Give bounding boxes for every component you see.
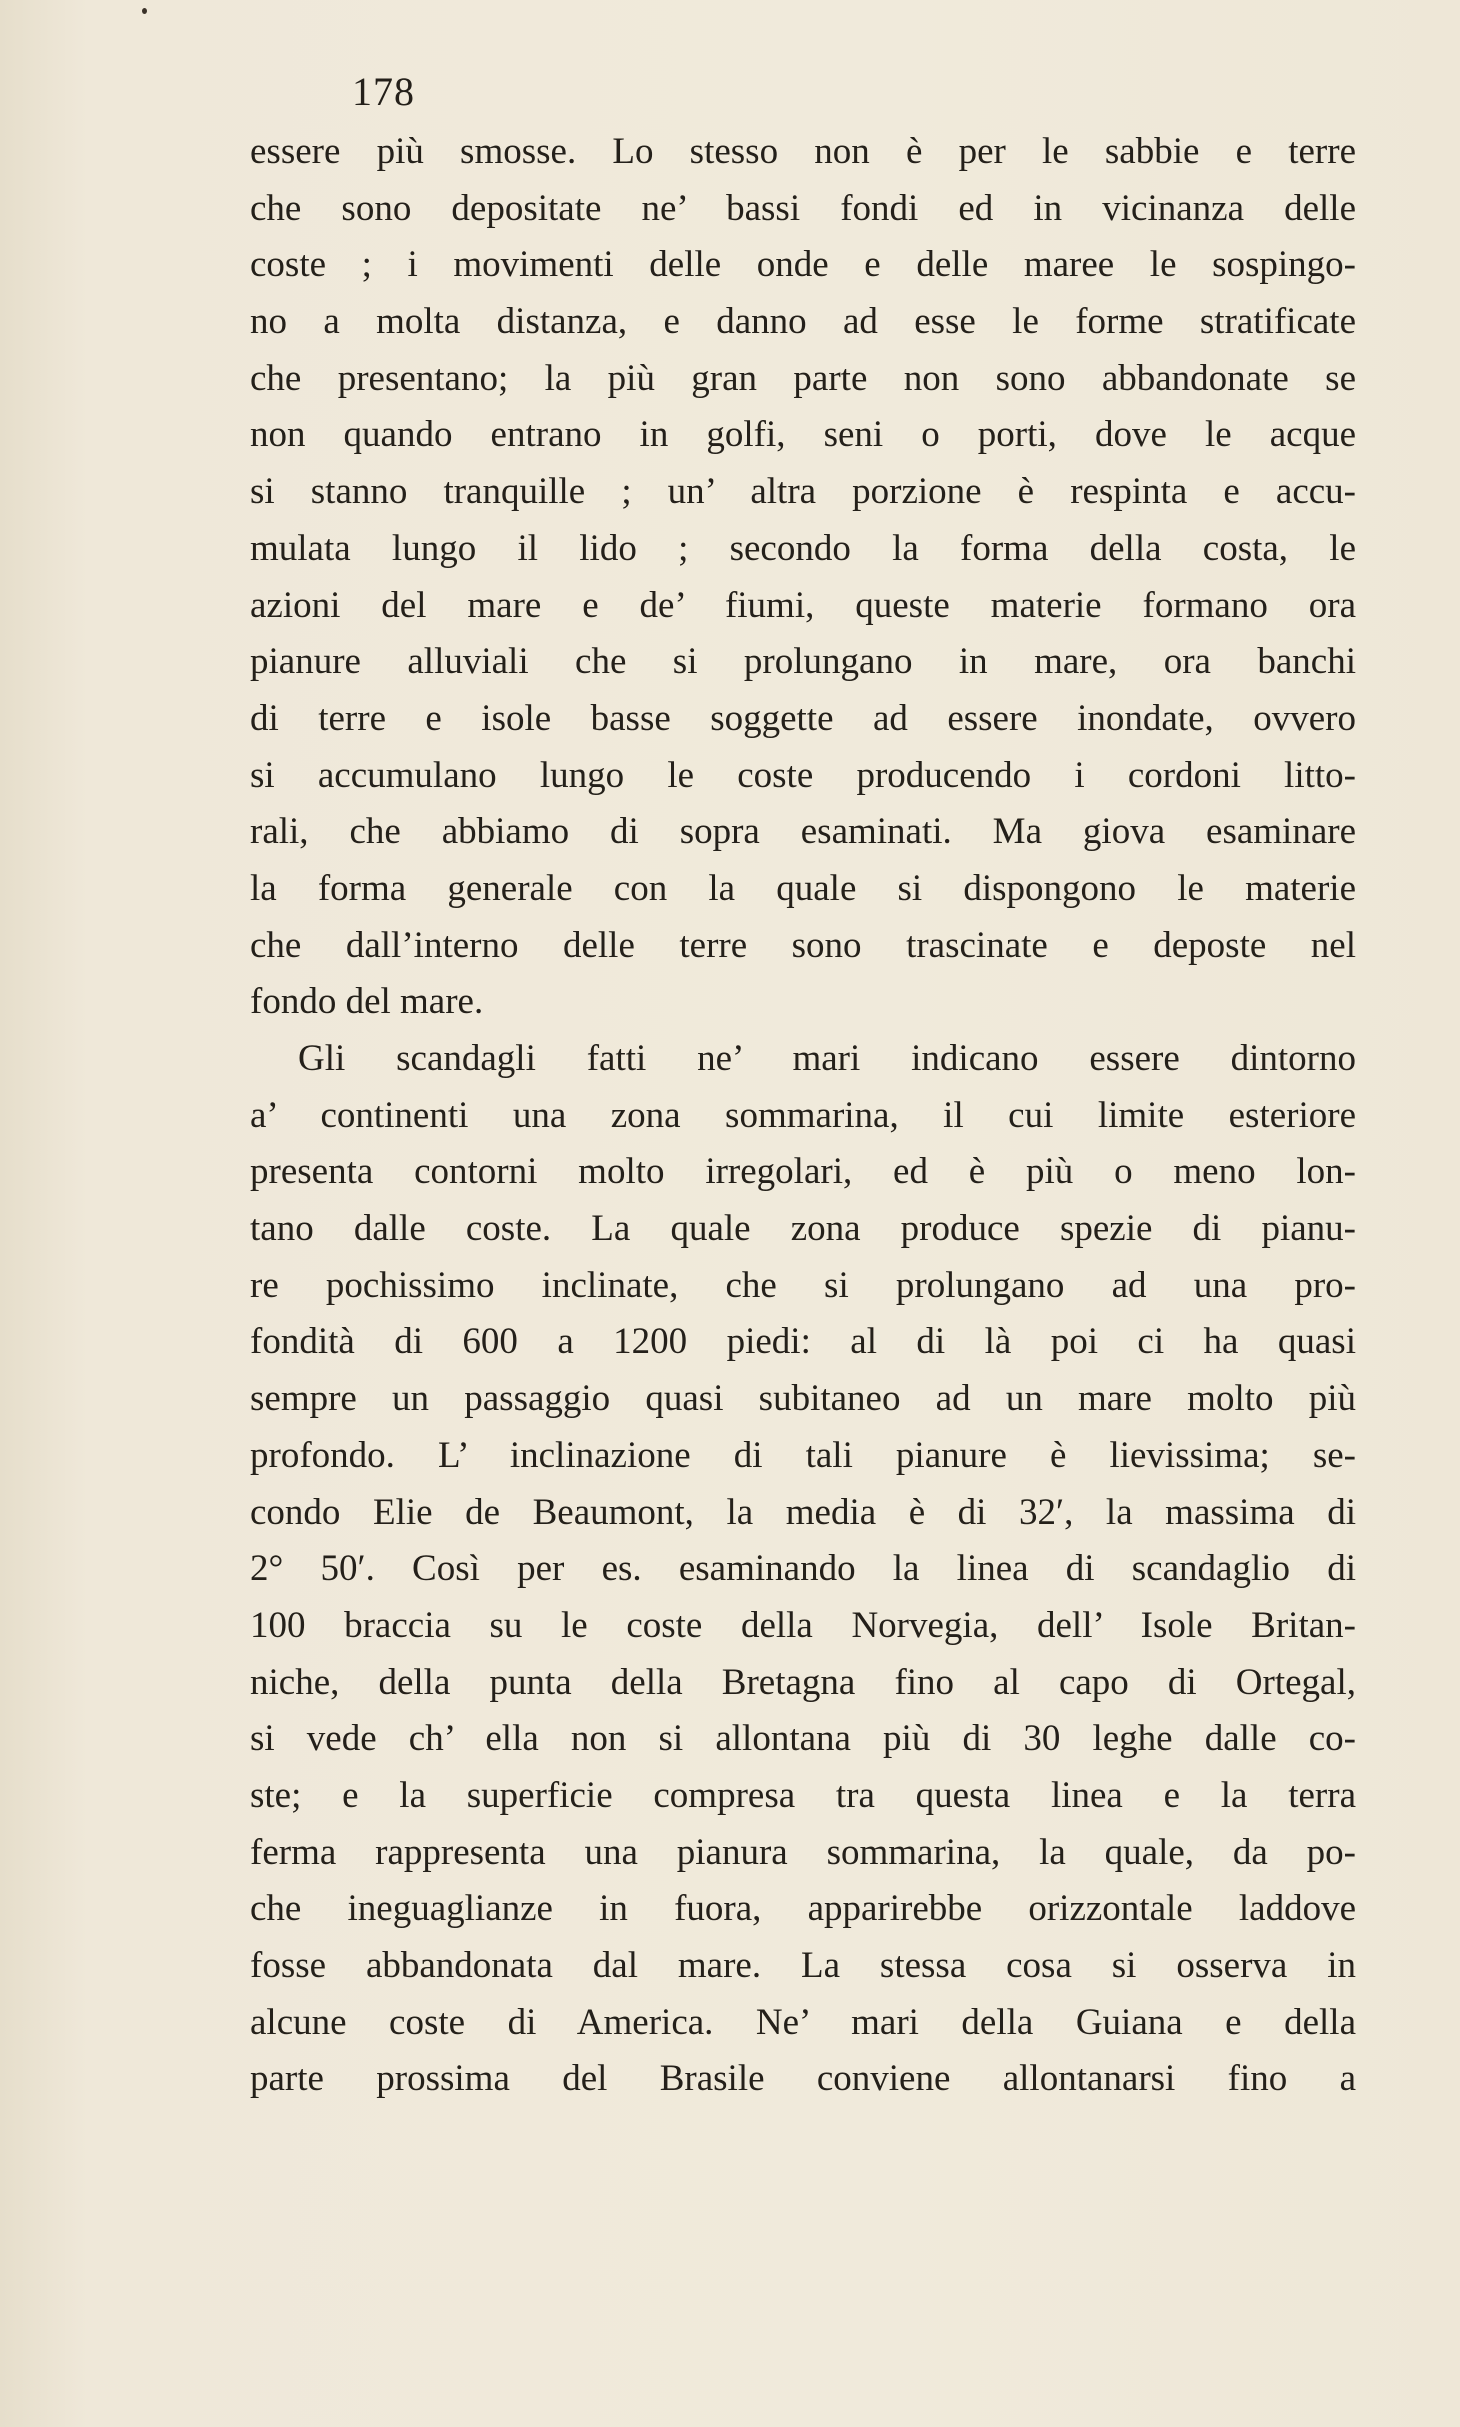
text-line: condo Elie de Beaumont, la media è di 32′, la massima di [250, 1491, 1356, 1533]
text-line: parte prossima del Brasile conviene allontanarsi fino a [250, 2058, 1356, 2100]
text-line: che presentano; la più gran parte non sono abbandonate se [250, 357, 1356, 399]
text-line: si stanno tranquille ; un’ altra porzione è respinta e accu- [250, 471, 1356, 513]
text-line: a’ continenti una zona sommarina, il cui limite esteriore [250, 1094, 1356, 1136]
text-line: 100 braccia su le coste della Norvegia, dell’ Isole Britan- [250, 1604, 1356, 1646]
text-line: re pochissimo inclinate, che si prolungano ad una pro- [250, 1264, 1356, 1306]
text-line: si vede ch’ ella non si allontana più di 30 leghe dalle co- [250, 1718, 1356, 1760]
text-line: che ineguaglianze in fuora, apparirebbe orizzontale laddove [250, 1888, 1356, 1930]
text-line: coste ; i movimenti delle onde e delle maree le sospingo- [250, 244, 1356, 286]
text-line: essere più smosse. Lo stesso non è per le sabbie e terre [250, 131, 1356, 172]
text-line: niche, della punta della Bretagna fino al capo di Ortegal, [250, 1661, 1356, 1703]
text-line: di terre e isole basse soggette ad essere inondate, ovvero [250, 697, 1356, 739]
text-line: sempre un passaggio quasi subitaneo ad un mare molto più [250, 1378, 1356, 1420]
text-line: che dall’interno delle terre sono trascinate e deposte nel [250, 924, 1356, 966]
text-line: mulata lungo il lido ; secondo la forma della costa, le [250, 527, 1356, 569]
text-line: 2° 50′. Così per es. esaminando la linea di scandaglio di [250, 1548, 1356, 1590]
text-line: azioni del mare e de’ fiumi, queste materie formano ora [250, 584, 1356, 626]
text-line: fondità di 600 a 1200 piedi: al di là poi ci ha quasi [250, 1321, 1356, 1363]
text-line: la forma generale con la quale si dispongono le materie [250, 867, 1356, 909]
text-line: Gli scandagli fatti ne’ mari indicano essere dintorno [298, 1038, 1356, 1079]
body-text [250, 124, 1356, 2108]
text-line: si accumulano lungo le coste producendo i cordoni litto- [250, 754, 1356, 796]
text-line: fosse abbandonata dal mare. La stessa cosa si osserva in [250, 1945, 1356, 1986]
text-line: fondo del mare. [250, 981, 484, 1023]
text-line: profondo. L’ inclinazione di tali pianure è lievissima; se- [250, 1434, 1356, 1476]
text-line: ferma rappresenta una pianura sommarina, la quale, da po- [250, 1831, 1356, 1873]
text-line: che sono depositate ne’ bassi fondi ed in vicinanza delle [250, 187, 1356, 229]
page-number: 178 [352, 69, 415, 114]
text-line: non quando entrano in golfi, seni o porti, dove le acque [250, 414, 1356, 456]
text-line: no a molta distanza, e danno ad esse le forme stratificate [250, 301, 1356, 343]
text-line: rali, che abbiamo di sopra esaminati. Ma giova esaminare [250, 811, 1356, 853]
text-line: pianure alluviali che si prolungano in mare, ora banchi [250, 641, 1356, 683]
text-line: ste; e la superficie compresa tra questa linea e la terra [250, 1774, 1356, 1816]
text-line: presenta contorni molto irregolari, ed è più o meno lon- [250, 1151, 1356, 1193]
text-line: tano dalle coste. La quale zona produce spezie di pianu- [250, 1208, 1356, 1250]
text-line: alcune coste di America. Ne’ mari della Guiana e della [250, 2001, 1356, 2043]
ink-speck [142, 8, 147, 14]
